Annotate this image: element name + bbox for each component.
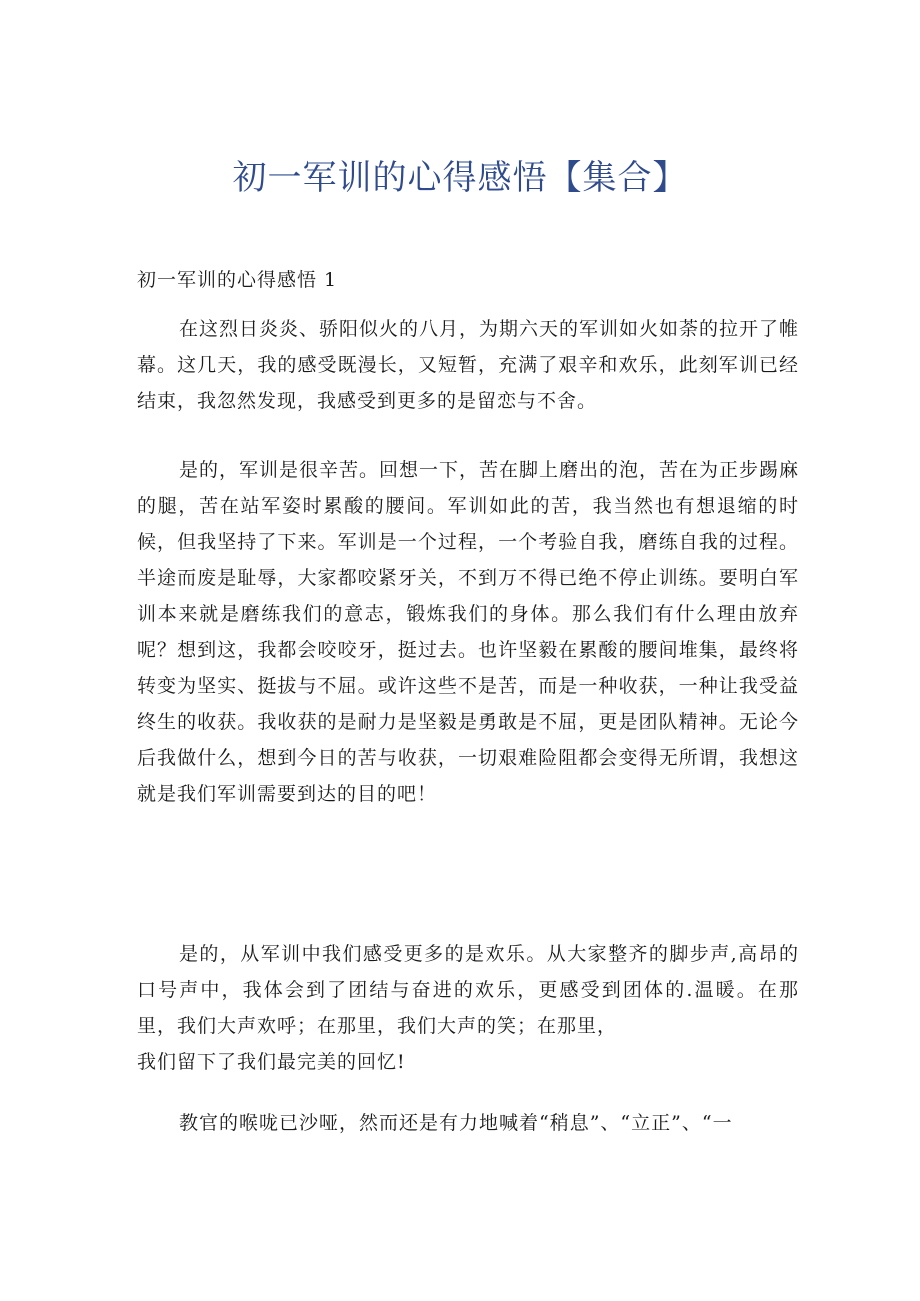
paragraph-3-last-line: 我们留下了我们最完美的回忆! xyxy=(137,1051,406,1073)
paragraph-4: 教官的喉咙已沙哑，然而还是有力地喊着“稍息”、“立正”、“一 xyxy=(179,1112,733,1134)
paragraph-3 xyxy=(137,936,799,1080)
paragraph-3-text: 是的，从军训中我们感受更多的是欢乐。从大家整齐的脚步声,高昂的口号声中，我体会到了团结与奋进的欢乐，更感受到团体的.温暖。在那里，我们大声欢呼；在那里，我们大声的笑；在那里， xyxy=(137,943,799,1037)
paragraph-2: 是的，军训是很辛苦。回想一下，苦在脚上磨出的泡，苦在为正步踢麻的腿，苦在站军姿时累酸的腰间。军训如此的苦，我当然也有想退缩的时候，但我坚持了下来。军训是一个过程，一个考验自我，磨练自我的过程。半途而废是耻辱，大家都咬紧牙关，不到万不得已绝不停止训练。要明白军训本来就是磨练我们的意志，锻炼我们的身体。那么我们有什么理由放弃呢？想到这，我都会咬咬牙，挺过去。也许坚毅在累酸的腰间堆集，最终将转变为坚实、挺拔与不屈。或许这些不是苦，而是一种收获，一种让我受益终生的收获。我收获的是耐力是坚毅是勇敢是不屈，更是团队精神。无论今后我做什么，想到今日的苦与收获，一切艰难险阻都会变得无所谓，我想这就是我们军训需要到达的目的吧！ xyxy=(137,459,800,805)
document-title: 初一军训的心得感悟【集合】 xyxy=(232,158,688,198)
section-heading: 初一军训的心得感悟 1 xyxy=(137,269,338,291)
paragraph-1: 在这烈日炎炎、骄阳似火的八月，为期六天的军训如火如荼的拉开了帷幕。这几天，我的感受既漫长，又短暂，充满了艰辛和欢乐，此刻军训已经结束，我忽然发现，我感受到更多的是留恋与不舍。 xyxy=(137,318,800,412)
